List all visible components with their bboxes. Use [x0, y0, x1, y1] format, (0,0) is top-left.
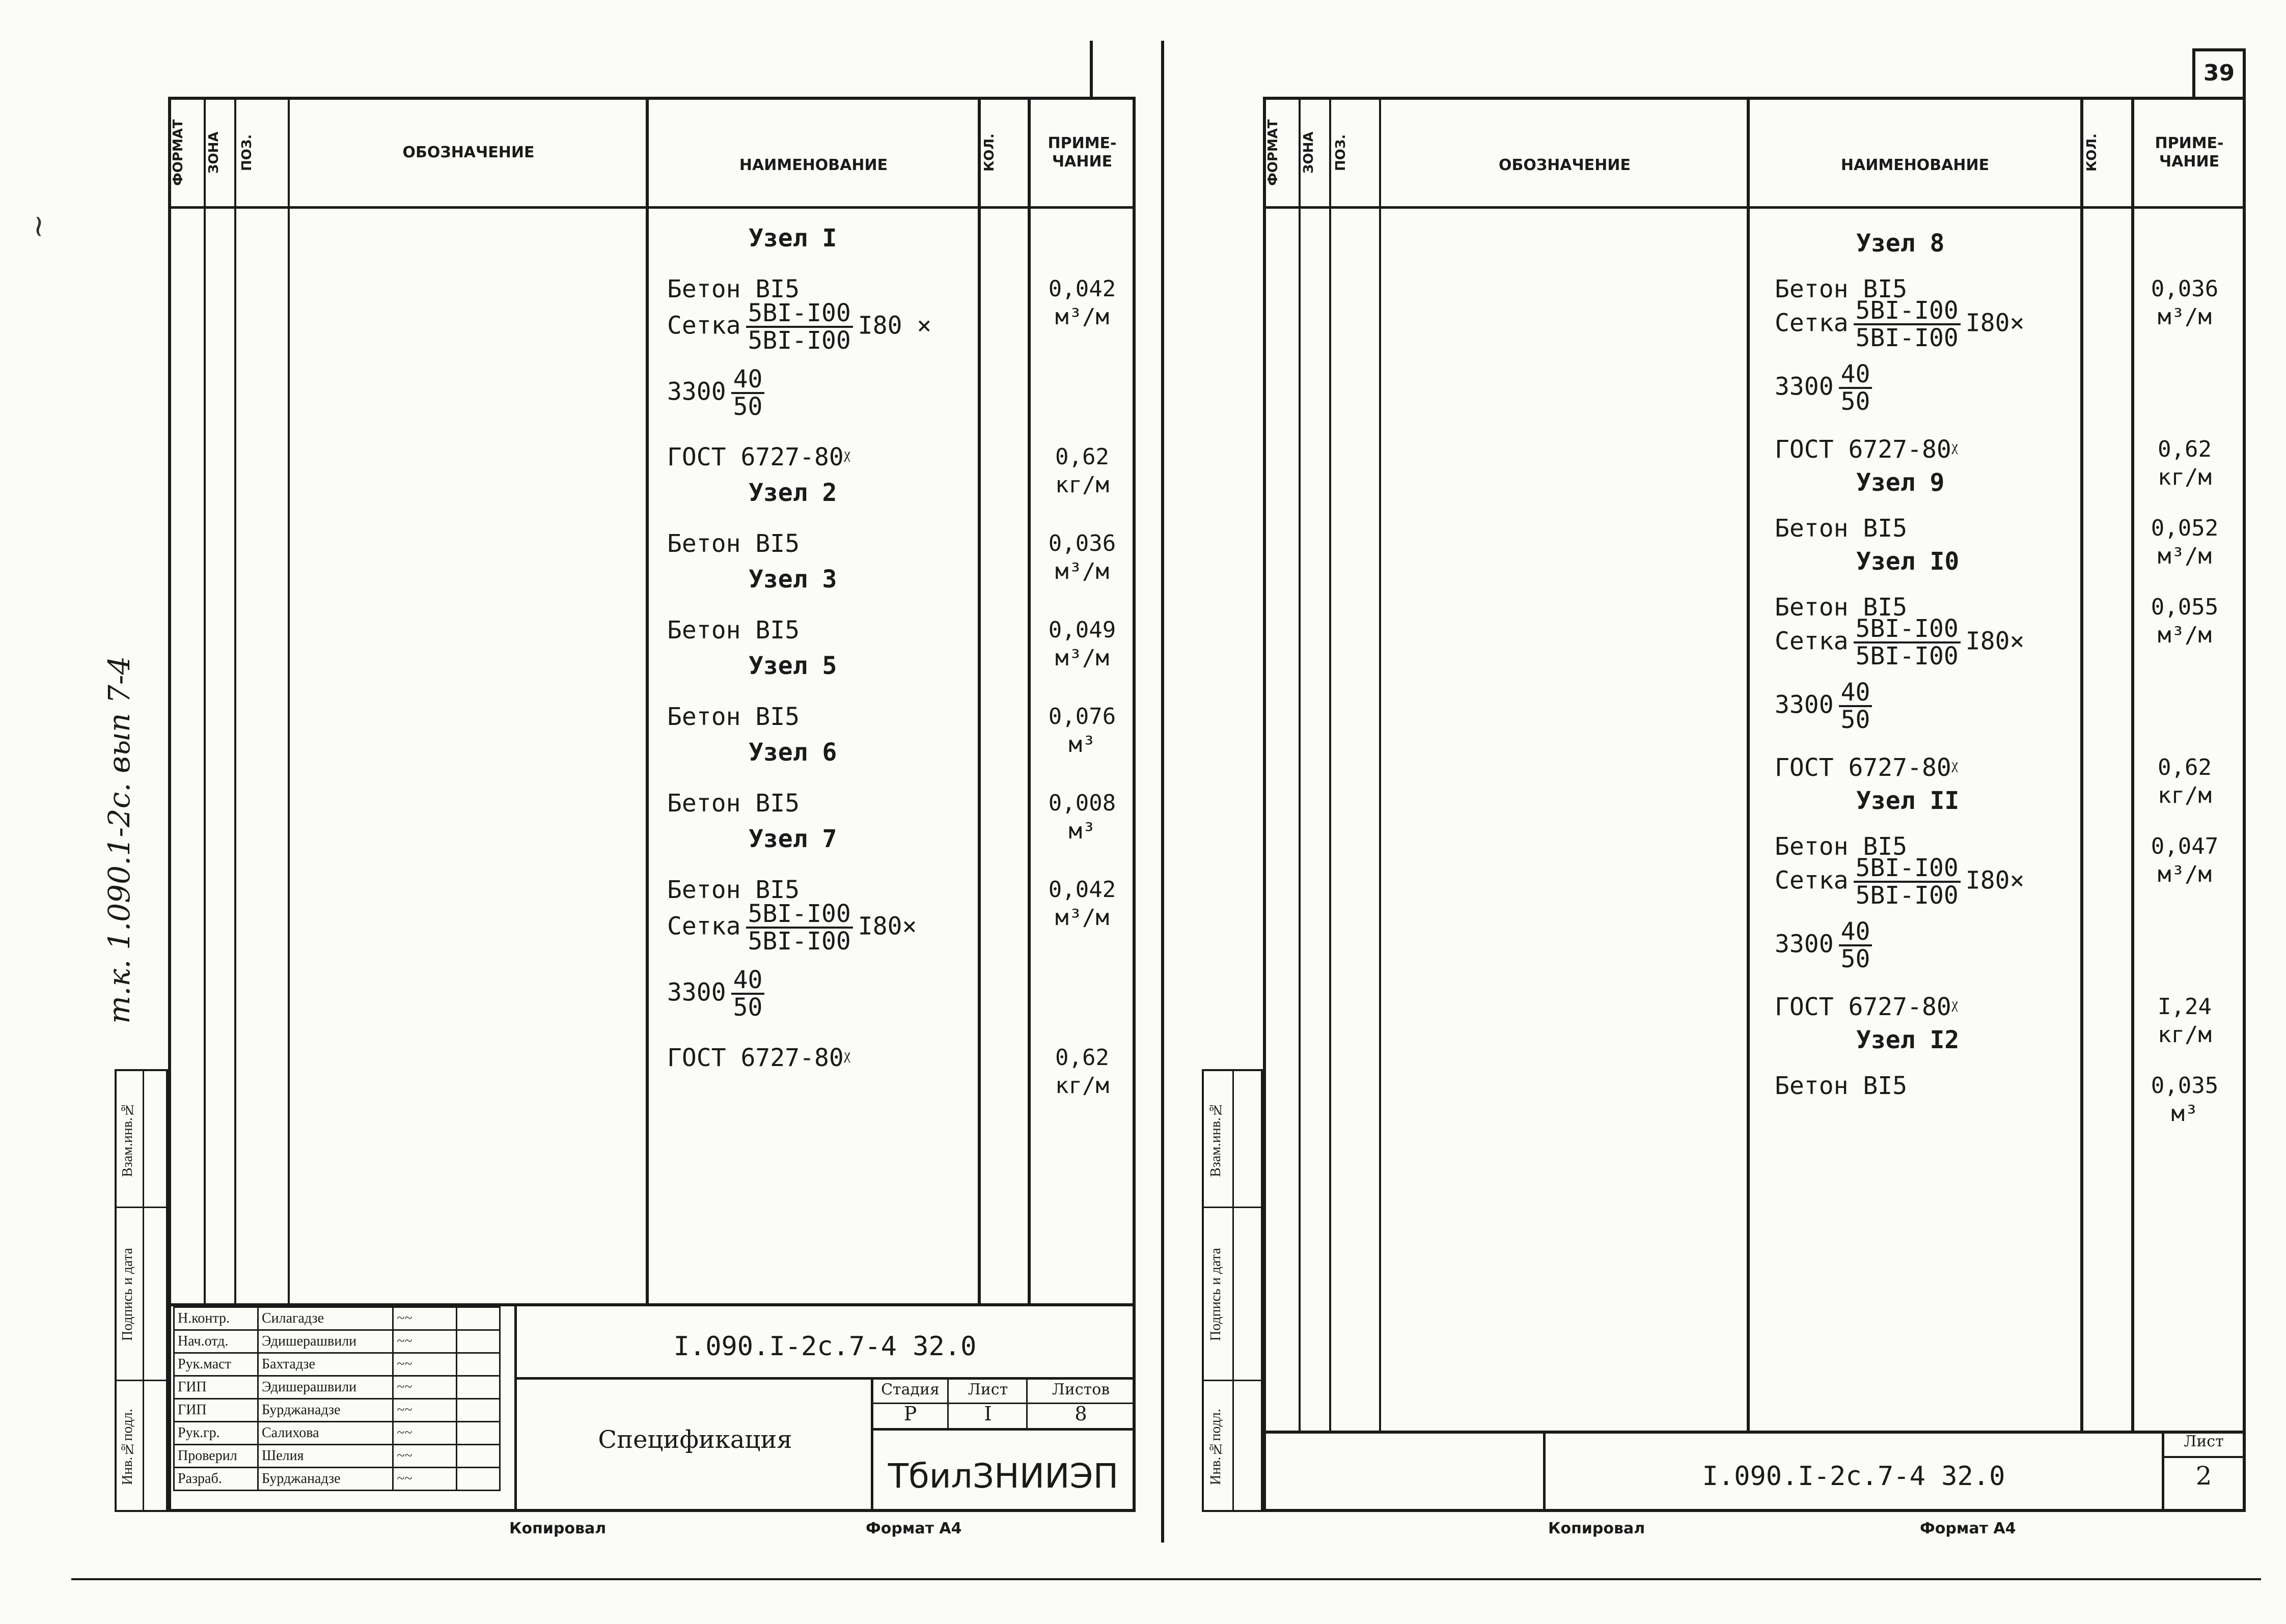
spacing-prefix: 3300	[667, 978, 726, 1007]
mesh-label: Сетка	[1775, 309, 1849, 338]
stamp-role: Разраб.	[174, 1468, 258, 1491]
stage-label: Стадия	[881, 1381, 940, 1398]
right-header-name: НАИМЕНОВАНИЕ	[1840, 156, 1990, 174]
spacing-fraction	[731, 967, 765, 1021]
mesh-suffix: I80×	[1965, 309, 2025, 338]
node-title: Узел 9	[1856, 468, 1945, 497]
right-side-label-3: Инв.№подл.	[1208, 1409, 1224, 1486]
stamp-name: Бахтадзе	[258, 1353, 393, 1376]
mesh-label: Сетка	[667, 311, 741, 340]
note-unit: м³/м	[2158, 622, 2212, 648]
header-designation: ОБОЗНАЧЕНИЕ	[402, 144, 535, 161]
spacing-numerator: 40	[1839, 680, 1872, 707]
stamp-date	[457, 1353, 500, 1376]
material-row: ГОСТ 6727-80ᵡ	[667, 443, 851, 471]
mesh-suffix: I80×	[858, 912, 917, 941]
node-title: Узел 7	[749, 825, 837, 853]
spacing-denominator: 50	[733, 393, 763, 422]
material-row: ГОСТ 6727-80ᵡ	[1775, 435, 1959, 464]
left-doc-code: I.090.I-2с.7-4 32.0	[673, 1331, 977, 1362]
stamp-role: ГИП	[174, 1399, 258, 1422]
note-unit: м³/м	[1055, 905, 1109, 931]
mesh-suffix: I80 ×	[858, 311, 932, 340]
stamp-name: Бурджанадзе	[258, 1399, 393, 1422]
note-value: 0,052	[2151, 515, 2219, 541]
note-cell	[1039, 529, 1125, 585]
left-doc-title: Спецификация	[598, 1425, 792, 1454]
header-pos: ПОЗ.	[239, 134, 255, 172]
node-title: Узел I0	[1856, 547, 1960, 576]
stage-value: Р	[903, 1403, 917, 1425]
right-header-designation: ОБОЗНАЧЕНИЕ	[1499, 156, 1631, 174]
note-unit: м³	[1068, 732, 1096, 758]
right-header-note: ПРИМЕ-ЧАНИЕ	[2155, 134, 2224, 171]
stamp-role: Нач.отд.	[174, 1330, 258, 1353]
mesh-label: Сетка	[1775, 866, 1849, 895]
stamp-row	[174, 1376, 500, 1399]
spacing-fraction	[731, 367, 765, 420]
spacing-row	[1775, 680, 1877, 733]
node-title: Узел I2	[1856, 1026, 1960, 1054]
stamp-signature: ~~	[393, 1422, 457, 1445]
spacing-prefix: 3300	[1775, 930, 1834, 959]
header-qty: КОЛ.	[982, 133, 997, 172]
note-cell	[2141, 832, 2228, 888]
page-number: 39	[2192, 48, 2246, 97]
note-value: 0,62	[1055, 1045, 1109, 1071]
mesh-numerator: 5BI-I00	[1854, 298, 1961, 325]
mesh-label: Сетка	[1775, 627, 1849, 656]
note-unit: кг/м	[2158, 464, 2212, 490]
stamp-signature: ~~	[393, 1445, 457, 1468]
note-unit: м³	[2171, 1101, 2198, 1127]
stamp-role: Проверил	[174, 1445, 258, 1468]
material-row: Бетон BI5	[667, 876, 800, 904]
left-stamp-table	[173, 1306, 501, 1491]
note-value: 0,055	[2151, 594, 2219, 620]
material-row: Бетон BI5	[1775, 1072, 1908, 1100]
material-row: Бетон BI5	[1775, 514, 1908, 543]
spacing-prefix: 3300	[667, 377, 726, 406]
stamp-signature: ~~	[393, 1399, 457, 1422]
mesh-denominator: 5BI-I00	[1855, 881, 1959, 910]
right-footer-format: Формат А4	[1920, 1520, 2016, 1537]
mesh-numerator: 5BI-I00	[1854, 616, 1961, 643]
right-sheet	[1263, 97, 2246, 1512]
note-cell	[1039, 789, 1125, 845]
right-header-format: ФОРМАТ	[1265, 119, 1281, 186]
note-value: 0,076	[1048, 704, 1116, 730]
mesh-suffix: I80×	[1965, 866, 2025, 895]
mesh-fraction	[1854, 855, 1961, 909]
stamp-signature: ~~	[393, 1330, 457, 1353]
mesh-numerator: 5BI-I00	[746, 300, 853, 328]
header-zone: ЗОНА	[206, 131, 222, 174]
left-side-label-3: Инв.№подл.	[120, 1409, 135, 1486]
spacing-row	[667, 967, 769, 1021]
material-row: Бетон BI5	[667, 703, 800, 731]
material-row: Бетон BI5	[667, 275, 800, 303]
mesh-fraction	[746, 901, 853, 955]
stamp-name: Эдишерашвили	[258, 1376, 393, 1399]
note-unit: м³/м	[1055, 558, 1109, 584]
note-unit: кг/м	[1055, 472, 1109, 498]
spacing-row	[1775, 361, 1877, 415]
note-cell	[1039, 275, 1125, 331]
stamp-row	[174, 1399, 500, 1422]
right-header-zone: ЗОНА	[1301, 131, 1316, 174]
right-side-label-2: Подпись и дата	[1208, 1248, 1224, 1341]
right-sheet-value: 2	[2195, 1461, 2212, 1491]
stamp-name: Бурджанадзе	[258, 1468, 393, 1491]
note-unit: м³/м	[1055, 304, 1109, 330]
note-unit: кг/м	[2158, 1022, 2212, 1048]
node-title: Узел 2	[749, 479, 837, 507]
stamp-row	[174, 1353, 500, 1376]
sheet-value: I	[984, 1403, 992, 1425]
note-value: 0,008	[1048, 790, 1116, 816]
node-title: Узел 3	[749, 565, 837, 594]
stamp-name: Салихова	[258, 1422, 393, 1445]
stamp-row	[174, 1330, 500, 1353]
spacing-numerator: 40	[731, 367, 765, 394]
note-value: 0,049	[1048, 617, 1116, 643]
note-unit: м³/м	[2158, 861, 2212, 887]
note-value: 0,047	[2151, 833, 2219, 859]
right-side-label-1: Взам.инв.№	[1208, 1101, 1224, 1177]
note-unit: кг/м	[1055, 1073, 1109, 1099]
header-format: ФОРМАТ	[171, 119, 186, 186]
note-cell	[2141, 753, 2228, 809]
node-title: Узел 6	[749, 738, 837, 767]
note-cell	[1039, 703, 1125, 759]
note-value: 0,62	[2158, 436, 2212, 462]
node-title: Узел 8	[1856, 229, 1945, 258]
stamp-signature: ~~	[393, 1468, 457, 1491]
stamp-date	[457, 1445, 500, 1468]
node-title: Узел 5	[749, 652, 837, 680]
note-value: 0,042	[1048, 877, 1116, 903]
mesh-numerator: 5BI-I00	[1854, 855, 1961, 883]
mesh-row	[1775, 855, 2024, 909]
stamp-date	[457, 1307, 500, 1330]
spacing-numerator: 40	[731, 967, 765, 995]
stamp-signature: ~~	[393, 1307, 457, 1330]
spacing-fraction	[1839, 919, 1872, 972]
note-cell	[1039, 616, 1125, 672]
stamp-row	[174, 1468, 500, 1491]
stamp-row	[174, 1422, 500, 1445]
left-footer-copied: Копировал	[509, 1520, 607, 1537]
spacing-denominator: 50	[1840, 706, 1870, 735]
stamp-name: Шелия	[258, 1445, 393, 1468]
note-cell	[2141, 275, 2228, 331]
mesh-row	[667, 901, 917, 955]
mesh-denominator: 5BI-I00	[1855, 324, 1959, 353]
sheet-label: Лист	[968, 1381, 1008, 1398]
stamp-role: Н.контр.	[174, 1307, 258, 1330]
note-value: 0,035	[2151, 1073, 2219, 1099]
material-row: Бетон BI5	[667, 616, 800, 645]
stamp-role: Рук.гр.	[174, 1422, 258, 1445]
stamp-date	[457, 1330, 500, 1353]
note-cell	[2141, 1072, 2228, 1128]
note-unit: м³/м	[2158, 304, 2212, 330]
org-name: ТбилЗНИИЭП	[888, 1457, 1119, 1496]
mesh-fraction	[746, 300, 853, 354]
spacing-denominator: 50	[1840, 387, 1870, 416]
stamp-row	[174, 1445, 500, 1468]
margin-signature: ~	[20, 213, 56, 239]
margin-note: т.к. 1.090.1-2с. вып 7-4	[102, 656, 136, 1024]
note-cell	[1039, 1044, 1125, 1100]
material-row: ГОСТ 6727-80ᵡ	[1775, 993, 1959, 1021]
mesh-denominator: 5BI-I00	[1855, 642, 1959, 671]
mesh-row	[1775, 616, 2024, 669]
right-header-pos: ПОЗ.	[1333, 134, 1348, 172]
stamp-row	[174, 1307, 500, 1330]
mesh-row	[1775, 298, 2024, 351]
right-doc-code: I.090.I-2с.7-4 32.0	[1702, 1461, 2005, 1492]
note-cell	[1039, 876, 1125, 932]
note-cell	[2141, 993, 2228, 1049]
note-unit: м³/м	[1055, 645, 1109, 671]
mesh-label: Сетка	[667, 912, 741, 941]
sheets-value: 8	[1075, 1403, 1087, 1425]
stamp-date	[457, 1376, 500, 1399]
left-sheet	[168, 97, 1136, 1512]
note-cell	[2141, 514, 2228, 570]
note-value: 0,62	[2158, 754, 2212, 780]
material-row: Бетон BI5	[1775, 832, 1908, 861]
mesh-fraction	[1854, 298, 1961, 351]
spacing-denominator: 50	[1840, 945, 1870, 974]
left-side-label-1: Взам.инв.№	[120, 1101, 135, 1177]
spacing-fraction	[1839, 361, 1872, 415]
spacing-numerator: 40	[1839, 361, 1872, 389]
node-title: Узел I	[749, 224, 837, 253]
note-value: I,24	[2158, 994, 2212, 1020]
mesh-fraction	[1854, 616, 1961, 669]
note-cell	[2141, 435, 2228, 491]
note-unit: м³	[1068, 818, 1096, 844]
spacing-numerator: 40	[1839, 919, 1872, 946]
note-value: 0,036	[2151, 276, 2219, 302]
mesh-numerator: 5BI-I00	[746, 901, 853, 929]
node-title: Узел II	[1856, 787, 1960, 815]
stamp-date	[457, 1468, 500, 1491]
mesh-denominator: 5BI-I00	[748, 326, 851, 355]
note-cell	[2141, 593, 2228, 649]
stamp-signature: ~~	[393, 1376, 457, 1399]
note-value: 0,036	[1048, 530, 1116, 556]
stamp-date	[457, 1422, 500, 1445]
spacing-row	[1775, 919, 1877, 972]
note-cell	[1039, 443, 1125, 499]
header-name: НАИМЕНОВАНИЕ	[739, 156, 888, 174]
mesh-row	[667, 300, 931, 354]
note-value: 0,62	[1055, 444, 1109, 470]
stamp-name: Эдишерашвили	[258, 1330, 393, 1353]
stamp-name: Силагадзе	[258, 1307, 393, 1330]
material-row: Бетон BI5	[1775, 275, 1908, 303]
material-row: Бетон BI5	[1775, 593, 1908, 622]
material-row: ГОСТ 6727-80ᵡ	[1775, 753, 1959, 782]
left-footer-format: Формат А4	[866, 1520, 962, 1537]
material-row: Бетон BI5	[667, 789, 800, 818]
spacing-prefix: 3300	[1775, 372, 1834, 401]
note-unit: м³/м	[2158, 543, 2212, 569]
right-sheet-label: Лист	[2184, 1433, 2224, 1450]
stamp-role: ГИП	[174, 1376, 258, 1399]
left-side-label-2: Подпись и дата	[120, 1248, 135, 1341]
material-row: Бетон BI5	[667, 529, 800, 558]
mesh-denominator: 5BI-I00	[748, 927, 851, 956]
material-row: ГОСТ 6727-80ᵡ	[667, 1044, 851, 1072]
sheets-label: Листов	[1052, 1381, 1110, 1398]
note-unit: кг/м	[2158, 782, 2212, 808]
spacing-row	[667, 367, 769, 420]
spacing-fraction	[1839, 680, 1872, 733]
header-note: ПРИМЕ-ЧАНИЕ	[1048, 134, 1117, 171]
stamp-signature: ~~	[393, 1353, 457, 1376]
stamp-date	[457, 1399, 500, 1422]
spacing-prefix: 3300	[1775, 690, 1834, 719]
stamp-role: Рук.маст	[174, 1353, 258, 1376]
mesh-suffix: I80×	[1965, 627, 2025, 656]
right-header-qty: КОЛ.	[2084, 133, 2100, 172]
spacing-denominator: 50	[733, 993, 763, 1022]
note-value: 0,042	[1048, 276, 1116, 302]
right-footer-copied: Копировал	[1548, 1520, 1645, 1537]
